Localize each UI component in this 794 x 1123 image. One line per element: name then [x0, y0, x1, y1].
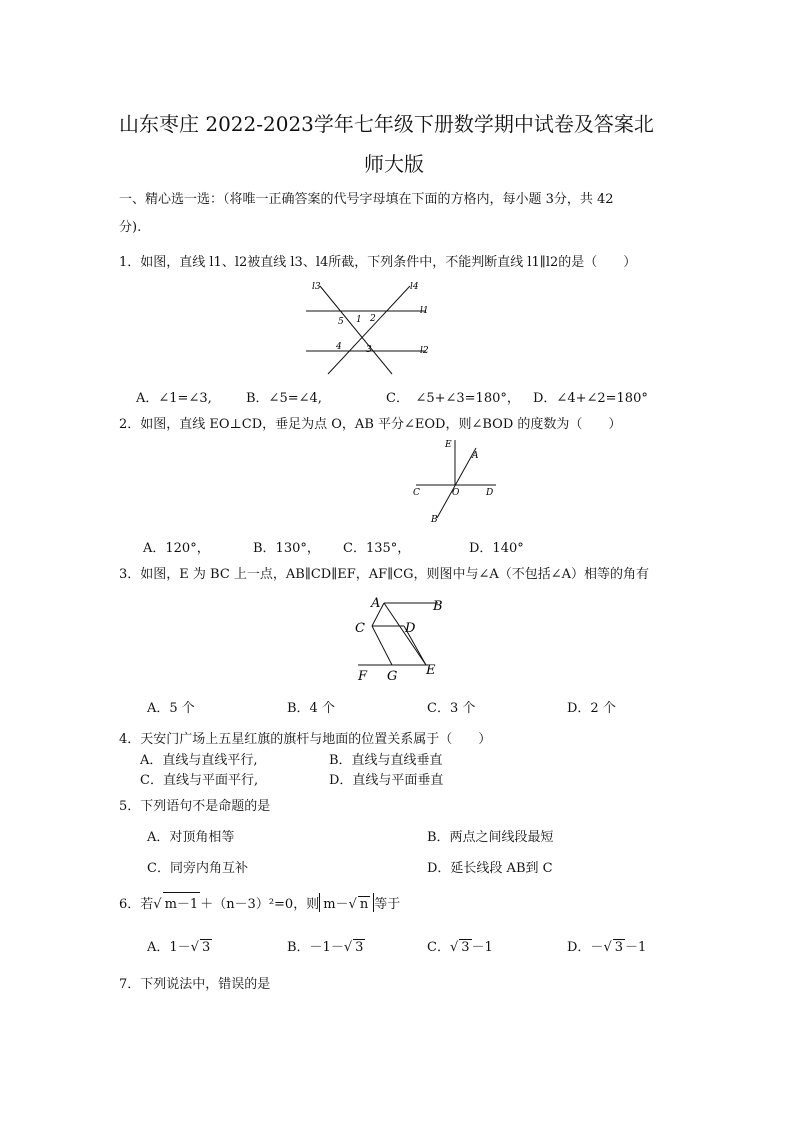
q2-label-a: A	[472, 451, 479, 461]
q1-label-l4: l4	[410, 282, 419, 292]
q6-middle: ＋（n－3）²=0，则	[200, 897, 320, 912]
q6-option-d-radicand: 3	[614, 940, 624, 955]
q6-option-a-radicand: 3	[201, 940, 211, 955]
q1-label-l2: l2	[420, 346, 429, 356]
q2-label-d: D	[486, 488, 494, 498]
q1-angle-1: 1	[356, 315, 362, 325]
q3-label-d: D	[405, 621, 416, 636]
q6-option-c-text: C．	[427, 940, 450, 955]
q4-option-b: B．直线与直线垂直	[329, 753, 443, 768]
q5-stem: 5．下列语句不是命题的是	[119, 799, 271, 814]
q3-option-a: A．5 个	[147, 701, 195, 716]
q2-label-e: E	[445, 440, 452, 450]
q1-stem: 1．如图，直线 l1、l2被直线 l3、l4所截，下列条件中，不能判断直线 l1∥l2的是（ ）	[119, 255, 637, 270]
q6-option-d: D．－√ 3 －1	[567, 940, 647, 955]
q5-option-a: A．对顶角相等	[147, 830, 235, 845]
q6-option-b-text: B．－1－	[287, 940, 344, 955]
q3-figure	[350, 592, 460, 684]
q4-option-d: D．直线与平面垂直	[329, 773, 444, 788]
q1-angle-4: 4	[336, 342, 342, 352]
q6-option-c-suffix: －1	[471, 940, 493, 955]
q6-stem: 6．若√ m－1 ＋（n－3）²=0，则 m－√ n 等于	[119, 892, 400, 912]
q3-option-d: D．2 个	[567, 701, 616, 716]
q6-suffix: 等于	[374, 897, 401, 912]
q6-option-a-text: A．1－	[147, 940, 191, 955]
q5-option-d: D．延长线段 AB到 C	[427, 861, 553, 876]
q2-option-a: A．120°，	[143, 541, 210, 556]
section-header-line2: 分).	[119, 220, 142, 235]
q2-option-d: D．140°	[469, 541, 524, 556]
q3-label-a: A	[371, 596, 381, 611]
q4-option-c: C．直线与平面平行,	[140, 773, 259, 788]
q2-stem: 2．如图，直线 EO⊥CD，垂足为点 O，AB 平分∠EOD，则∠BOD 的度数为（ ）	[119, 417, 622, 432]
q6-option-a: A．1－√ 3	[147, 940, 211, 955]
q1-option-c: C． ∠5+∠3=180°，	[386, 391, 520, 406]
q6-option-b-radicand: 3	[355, 940, 364, 955]
q5-option-b: B．两点之间线段最短	[427, 830, 554, 845]
page-title-line2: 师大版	[364, 152, 424, 176]
q2-label-b: B	[431, 515, 438, 525]
q6-option-c: C．√ 3 －1	[427, 940, 493, 955]
q2-option-b: B．130°，	[253, 541, 320, 556]
q6-option-b: B．－1－√ 3	[287, 940, 364, 955]
q6-radicand-1: m－1	[163, 892, 201, 912]
q3-label-e: E	[426, 663, 436, 678]
q1-option-b: B．∠5=∠4,	[246, 391, 322, 406]
q6-option-c-radicand: 3	[461, 940, 470, 955]
page-title-line1: 山东枣庄 2022-2023学年七年级下册数学期中试卷及答案北	[119, 112, 654, 136]
q3-stem: 3．如图，E 为 BC 上一点，AB∥CD∥EF，AF∥CG，则图中与∠A（不包括∠A）相等的角有	[119, 567, 650, 582]
q2-label-c: C	[413, 488, 420, 498]
q5-option-c: C．同旁内角互补	[147, 861, 248, 876]
q6-option-d-text: D．－	[567, 940, 604, 955]
q1-option-a: A．∠1=∠3,	[136, 391, 212, 406]
q1-figure	[298, 280, 438, 378]
q6-abs-m: m－	[323, 897, 349, 912]
q2-figure	[410, 436, 502, 528]
q1-option-d: D．∠4+∠2=180°	[533, 391, 648, 406]
q7-stem: 7．下列说法中，错误的是	[119, 977, 271, 992]
q6-absolute-value: m－√ n	[319, 893, 374, 912]
q6-abs-radicand: n	[359, 897, 369, 912]
q1-angle-3: 3	[366, 345, 372, 355]
q6-prefix: 6．若	[119, 897, 154, 912]
q2-label-o: O	[452, 488, 460, 498]
q6-option-d-suffix: －1	[625, 940, 647, 955]
q3-option-c: C．3 个	[427, 701, 476, 716]
q3-label-f: F	[358, 669, 368, 684]
q1-label-l3: l3	[312, 282, 321, 292]
section-header-line1: 一、精心选一选：（将唯一正确答案的代号字母填在下面的方格内，每小题 3分，共 42	[119, 192, 614, 207]
q3-option-b: B．4 个	[287, 701, 335, 716]
q1-label-l1: l1	[420, 306, 429, 316]
q3-label-b: B	[433, 599, 443, 614]
q4-option-a: A．直线与直线平行,	[140, 753, 258, 768]
q3-label-c: C	[355, 621, 365, 636]
q1-angle-2: 2	[370, 314, 376, 324]
q1-angle-5: 5	[338, 317, 344, 327]
q2-option-c: C．135°，	[343, 541, 411, 556]
q4-stem: 4．天安门广场上五星红旗的旗杆与地面的位置关系属于（ ）	[119, 732, 492, 747]
q3-label-g: G	[387, 669, 398, 684]
